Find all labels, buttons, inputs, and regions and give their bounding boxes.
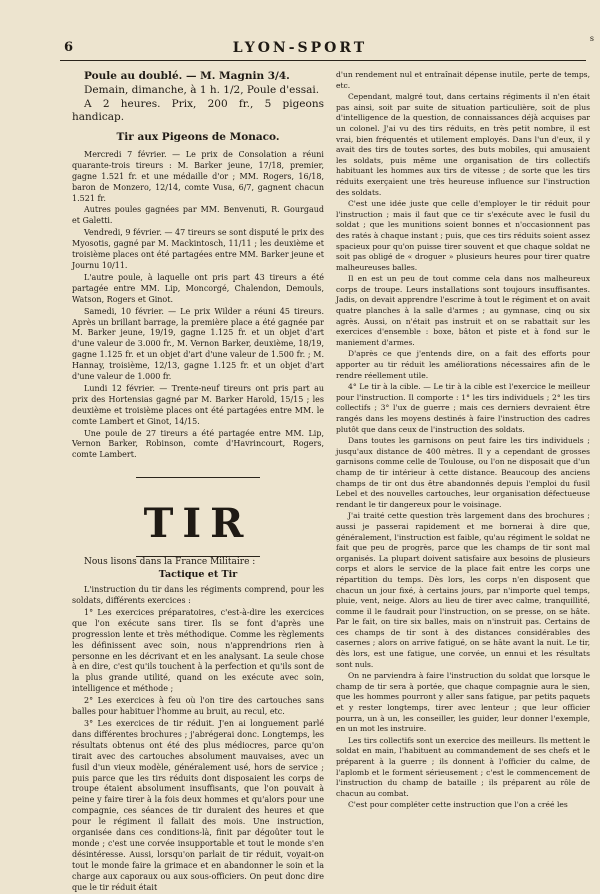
article-para: d'un rendement nul et entraînait dépense inutile, perte de temps, etc. (336, 70, 590, 90)
corner-mark: s (589, 34, 594, 43)
tactique-heading: Tactique et Tir (158, 569, 238, 581)
tactique-para: 2° Les exercices à feu où l'on tire des cartouches sans balles pour habituer l'homme au bruit, au recul, etc. (72, 696, 324, 717)
article-para: D'après ce que j'entends dire, on a fait des efforts pour apporter au tir réduit les améliorations nécessaires afin de le rendre réellement utile. (336, 349, 590, 380)
article-para: On ne parviendra à faire l'instruction du soldat que lorsque le champ de tir sera à portée, que chaque compagnie aura le sien, que les hommes pourront y aller sans fatigue, par petits paquets et y rester longtemps, tirer avec lenteur ; que leur officier pourra, un à un, les conseiller, les guider, leur donner l'exemple, en un mot les instruire. (336, 671, 590, 734)
article-para: C'est pour compléter cette instruction que l'on a créé les (348, 800, 568, 810)
article-para: Dans toutes les garnisons on peut faire les tirs individuels ; jusqu'aux distance de 400 mètres. Il y a cependant de grosses garnisons comme celle de Toulouse, ou l'on ne disposait que d'un champ de tir intérieur à cette distance. Beaucoup des anciens champs de tir ont dus être abandonnés depuis l'emploi du fusil Lebel et des nouvelles cartouches, leur organisation défectueuse rendant le tir dangereux pour le voisinage. (336, 436, 590, 509)
tir-section-title: TIR (143, 500, 253, 548)
pigeons-para: Vendredi, 9 février. — 47 tireurs se sont disputé le prix des Myosotis, gagné par M. Mackintosch, 11/11 ; les deuxième et troisième places ont été partagées entre MM. Barker jeune et Journu 10/11. (72, 228, 324, 270)
left-column (72, 70, 324, 894)
pigeons-para: Une poule de 27 tireurs a été partagée entre MM. Lip, Vernon Barker, Robinson, comte d'Havrincourt, Rogers, comte Lambert. (72, 428, 324, 460)
article-para: Il en est un peu de tout comme cela dans nos malheureux corps de troupe. Leurs installations sont toujours insuffisantes. Jadis, on devait apprendre l'escrime à tout le régiment et on avait quatre planches à la salle d'armes ; au gymnase, cinq ou six agrès. Aussi, on n'était pas instruit et on se rabattait sur les exercices d'ensemble : boxe, bâton et piste et à fond sur le maniement d'armes. (336, 274, 590, 347)
article-para: C'est une idée juste que celle d'employer le tir réduit pour l'instruction ; mais il faut que ce tir s'exécute avec le fusil du soldat ; que les munitions soient bonnes et n'occasionnent pas des ratés à chaque instant ; puis, que ces tirs réduits soient assez spacieux pour qu'on puisse tirer souvent et que chaque soldat ne soit pas obligé de « droguer » plusieurs heures pour tirer quatre malheureuses balles. (336, 199, 590, 272)
pigeons-para: Mercredi 7 février. — Le prix de Consolation a réuni quarante-trois tireurs : M. Barker jeune, 17/18, premier, gagne 1.521 fr. et une médaille d'or ; MM. Rogers, 16/18, baron de Monzero, 12/14, comte Vusa, 6/7, gagnent chacun 1.521 fr. (72, 149, 324, 203)
page-number: 6 (64, 40, 74, 55)
pigeons-para: Samedi, 10 février. — Le prix Wilder a réuni 45 tireurs. Après un brillant barrage, la première place a été gagnée par M. Barker jeune, 19/19, gagne 1.125 fr. et un objet d'art d'une valeur de 3.000 fr., M. Vernon Barker, deuxième, 18/19, gagne 1.125 fr. et un objet d'art d'une valeur de 1.500 fr. ; M. Hannay, troisième, 12/13, gagne 1.125 fr. et un objet d'art d'une valeur de 1.000 fr. (72, 306, 324, 382)
poule-line-1: Poule au doublé. — M. Magnin 3/4. (84, 70, 290, 82)
section-rule (136, 477, 260, 478)
article-para: Cependant, malgré tout, dans certains régiments il n'en était pas ainsi, soit par suite de situation particulière, soit de plus d'intelligence de la question, de connaissances déjà acquises par un colonel. J'ai vu des tirs réduits, en très petit nombre, il est vrai, bien fréquentés et utilement employés. Dans l'un d'eux, il y avait des tirs de toutes sortes, des buts mobiles, qui amusaient les soldats, puis même une organisation de tirs collectifs habituant les hommes aux tirs de vitesse ; de sorte que les tirs réduits exerçaient une très heureuse influence sur l'instruction des soldats. (336, 92, 590, 197)
pigeons-para: Lundi 12 février. — Trente-neuf tireurs ont pris part au prix des Hortensias gagné par M. Barker Harold, 15/15 ; les deuxième et troisième places ont été partagées entre MM. le comte Lambert et Ginot, 14/15. (72, 383, 324, 426)
pigeons-heading: Tir aux Pigeons de Monaco. (116, 131, 280, 143)
poule-line-3: A 2 heures. Prix, 200 fr., 5 pigeons handicap. (72, 98, 324, 123)
header-rule (60, 60, 586, 61)
pigeons-para: Autres poules gagnées par MM. Benvenuti, R. Gourgaud et Galetti. (72, 205, 324, 226)
article-para: J'ai traité cette question très largement dans des brochures ; aussi je passerai rapidement et me bornerai à dire que, généralement, l'instruction est faible, qu'au régiment le soldat ne fait que peu de progrès, parce que les champs de tir sont mal organisés. La plupart doivent satisfaire aux besoins de plusieurs corps et alors le service de la place fait entre les corps une répartition du temps. Dès lors, les corps n'en disposent que chacun un jour fixé, à certains jours, par n'importe quel temps, pluie, vent, neige. Alors au lieu de tirer avec calme, tranquillité, comme il le faudrait pour l'instruction, on se presse, on se hâte. Par le fait, on tire six balles, mais on n'instruit pas. Certains de ces champs de tir sont à des distances considérables des casernes ; alors on arrive fatigué, on se hâte avant la nuit. Le tir, dès lors, est une fatigue, une corvée, un ennui et les résultats sont nuls. (336, 511, 590, 669)
poule-line-2: Demain, dimanche, à 1 h. 1/2, Poule d'essai. (84, 84, 320, 96)
tactique-para: 1° Les exercices préparatoires, c'est-à-dire les exercices que l'on exécute sans tirer. Ils se font d'après une progression lente et très méthodique. Comme les règlements les définissent avec soin, nous n'apprendrions rien à personne en les décrivant et en les analysant. La seule chose à en dire, c'est qu'ils touchent à la perfection et qu'ils sont de la plus grande utilité, quand on les exécute avec soin, intelligence et méthode ; (72, 607, 324, 694)
article-para: 4° Le tir à la cible. — Le tir à la cible est l'exercice le meilleur pour l'instruction. Il comporte : 1° les tirs individuels ; 2° les tirs collectifs ; 3° l'ux de guerre ; mais ces derniers devraient être rangés dans les moyens destinés à faire l'instruction des cadres plutôt que dans ceux de l'instruction des soldats. (336, 382, 590, 434)
right-column (336, 70, 590, 812)
masthead-title: LYON-SPORT (232, 40, 368, 56)
pigeons-para: L'autre poule, à laquelle ont pris part 43 tireurs a été partagée entre MM. Lip, Moncorgé, Chalendon, Demouls, Watson, Rogers et Ginot. (72, 272, 324, 304)
article-para: Les tirs collectifs sont un exercice des meilleurs. Ils mettent le soldat en main, l'habituent au commandement de ses chefs et le préparent à la guerre ; ils donnent à l'officier du calme, de l'aplomb et le forment sérieusement ; c'est le commencement de l'instruction du champ de bataille ; ils préparent au rôle de chacun au combat. (336, 735, 590, 798)
intro-line: Nous lisons dans la France Militaire : (84, 557, 256, 568)
tactique-para: L'instruction du tir dans les régiments comprend, pour les soldats, différents exercices : (72, 585, 324, 605)
tactique-para: 3° Les exercices de tir réduit. J'en ai longuement parlé dans différentes brochures ; j'abrégerai donc. Longtemps, les résultats obtenus ont été des plus médiocres, parce qu'on tirait avec des cartouches absolument mauvaises, avec un fusil d'un vieux modèle, généralement usé, hors de service ; puis parce que les tirs réduits dont disposaient les corps de troupe étaient absolument insuffisants, que l'on pouvait à peine y faire tirer à la fois deux hommes et qu'alors pour une compagnie, ces séances de tir duraient des heures et que pour le régiment il fallait des mois. Une instruction, organisée dans ces conditions-là, finit par dégoûter tout le monde ; c'est une corvée insupportable et tout le monde s'en désintéresse. Aussi, lorsqu'on parlait de tir réduit, voyait-on tout le monde faire la grimace et en abandonner le soin et la charge aux caporaux ou aux sous-officiers. On peut donc dire que le tir réduit était (72, 718, 324, 892)
